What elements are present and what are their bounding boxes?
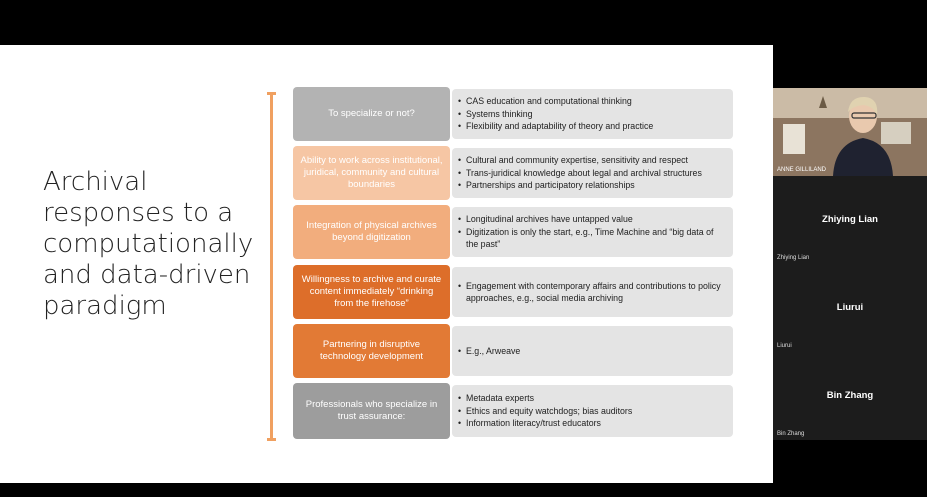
participant-name: Zhiying Lian: [822, 214, 878, 225]
row-bullets-box: [452, 148, 733, 198]
bullet-item: • Trans-juridical knowledge about legal and archival structures: [458, 167, 727, 180]
slide-row: [293, 383, 733, 439]
timeline-tick: [267, 92, 276, 95]
bullet-item: • E.g., Arweave: [458, 345, 727, 358]
participant-name: Bin Zhang: [826, 390, 874, 401]
row-bullets-box: [452, 267, 733, 317]
participant-label: Zhiying Lian: [777, 255, 810, 261]
participant-video-anne[interactable]: [773, 88, 927, 176]
row-label-box: [293, 265, 450, 319]
slide-row: [293, 146, 733, 200]
row-bullets-box: [452, 385, 733, 437]
bullet-item: • Metadata experts: [458, 392, 727, 405]
timeline-tick: [267, 438, 276, 441]
row-label: Partnering in disruptive technology development: [320, 339, 423, 362]
presentation-slide: [0, 45, 773, 483]
bullet-item: • Digitization is only the start, e.g., Time Machine and “big data of the past”: [458, 226, 727, 251]
row-label: Ability to work across institutional, juridical, community and cultural boundaries: [300, 155, 443, 190]
participant-tile[interactable]: [773, 176, 927, 264]
row-label: Professionals who specialize in trust assurance:: [305, 399, 438, 422]
row-label-box: [293, 146, 450, 200]
row-label: Integration of physical archives beyond digitization: [306, 220, 437, 243]
slide-row: [293, 324, 733, 378]
row-label-box: [293, 324, 450, 378]
bullet-item: • Flexibility and adaptability of theory and practice: [458, 120, 727, 133]
bullet-item: • CAS education and computational thinking: [458, 95, 727, 108]
row-bullets-box: [452, 89, 733, 139]
bullet-item: • Longitudinal archives have untapped value: [458, 213, 727, 226]
participant-label: ANNE GILLILAND: [777, 167, 827, 173]
row-bullets-box: [452, 207, 733, 257]
bullet-item: • Information literacy/trust educators: [458, 417, 727, 430]
slide-title: Archival responses to a computationally and data-driven paradigm: [43, 167, 254, 321]
participant-label: Liurui: [777, 343, 792, 349]
row-label-box: [293, 205, 450, 259]
row-label: Willingness to archive and curate content immediately “drinking from the firehose”: [301, 274, 442, 309]
participant-label: Bin Zhang: [777, 431, 805, 437]
row-label: To specialize or not?: [328, 108, 415, 119]
slide-row: [293, 265, 733, 319]
slide-row: [293, 87, 733, 141]
participant-name: Liurui: [836, 302, 864, 313]
row-bullets-box: [452, 326, 733, 376]
timeline-bar: [270, 93, 273, 441]
participant-tile[interactable]: [773, 264, 927, 352]
bullet-item: • Cultural and community expertise, sensitivity and respect: [458, 154, 727, 167]
video-feed: [773, 88, 927, 176]
bullet-item: • Engagement with contemporary affairs and contributions to policy approaches, e.g., social media archiving: [458, 280, 727, 305]
participant-tile[interactable]: [773, 352, 927, 440]
row-label-box: [293, 87, 450, 141]
bullet-item: • Ethics and equity watchdogs; bias auditors: [458, 405, 727, 418]
row-label-box: [293, 383, 450, 439]
bullet-item: • Systems thinking: [458, 108, 727, 121]
slide-row: [293, 205, 733, 259]
bullet-item: • Partnerships and participatory relationships: [458, 179, 727, 192]
